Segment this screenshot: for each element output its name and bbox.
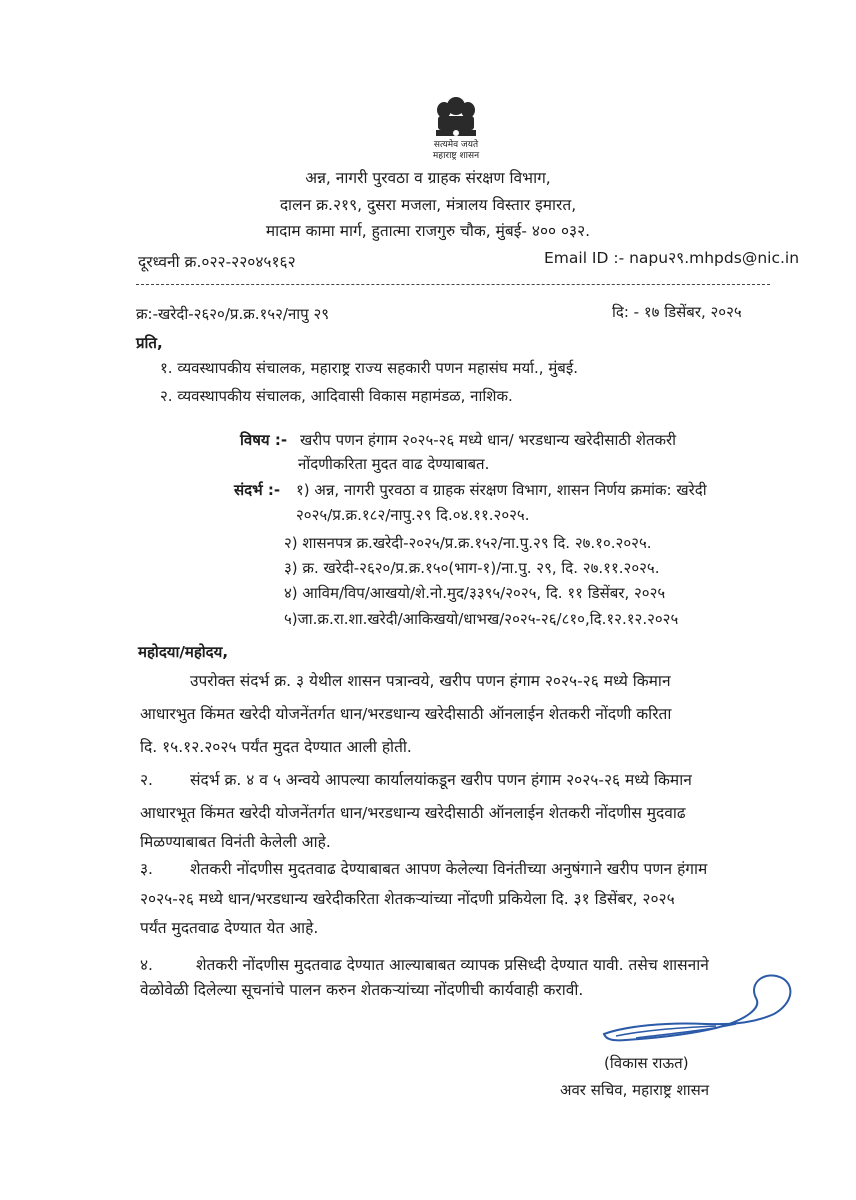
- department-name: अन्न, नागरी पुरवठा व ग्राहक संरक्षण विभाग,: [305, 169, 551, 187]
- salutation: महोदया/महोदय,: [138, 643, 229, 661]
- para-4-line-2: वेळोवेळी दिलेल्या सूचनांचे पालन करुन शेतकऱ्यांच्या नोंदणीची कार्यवाही करावी.: [140, 981, 584, 999]
- para-3-line-3: पर्यंत मुदतवाढ देण्यात येत आहे.: [140, 919, 319, 937]
- handwritten-signature: [596, 964, 796, 1054]
- para-2-number: २.: [140, 771, 153, 789]
- reference-4: ४) आविम/विप/आखयो/शे.नो.मुद/३३९५/२०२५, दि. ११ डिसेंबर, २०२५: [284, 584, 666, 602]
- to-label: प्रति,: [136, 334, 163, 352]
- signatory-name: (विकास राऊत): [604, 1054, 689, 1072]
- motto-text: सत्यमेव जयते: [433, 140, 479, 150]
- phone-number: दूरध्वनी क्र.०२२-२२०४५१६२: [138, 253, 296, 271]
- para-2-line-3: मिळण्याबाबत विनंती केलेली आहे.: [140, 833, 331, 851]
- email-id: Email ID :- napu२९.mhpds@nic.in: [544, 249, 800, 267]
- para-1-line-3: दि. १५.१२.२०२५ पर्यंत मुदत देण्यात आली होती.: [140, 738, 412, 756]
- reference-2: २) शासनपत्र क्र.खरेदी-२०२५/प्र.क्र.१५२/ना.पु.२९ दि. २७.१०.२०२५.: [284, 534, 652, 552]
- motto-state: महाराष्ट्र शासन: [432, 151, 480, 161]
- subject-line-1: खरीप पणन हंगाम २०२५-२६ मध्ये धान/ भरडधान्य खरेदीसाठी शेतकरी: [300, 431, 677, 449]
- para-3-line-2: २०२५-२६ मध्ये धान/भरडधान्य खरेदीकरिता शेतकऱ्यांच्या नोंदणी प्रकियेला दि. ३१ डिसेंबर, २०२५: [140, 890, 675, 908]
- subject-line-2: नोंदणीकरिता मुदत वाढ देण्याबाबत.: [298, 455, 490, 473]
- para-3-line-1: शेतकरी नोंदणीस मुदतवाढ देण्याबाबत आपण केलेल्या विनंतीच्या अनुषंगाने खरीप पणन हंगाम: [190, 860, 708, 878]
- reference-number: क्र:-खरेदी-२६२०/प्र.क्र.१५२/नापु २९: [136, 305, 330, 323]
- signatory-designation: अवर सचिव, महाराष्ट्र शासन: [560, 1081, 710, 1099]
- para-2-line-1: संदर्भ क्र. ४ व ५ अन्वये आपल्या कार्यालयांकडून खरीप पणन हंगाम २०२५-२६ मध्ये किमान: [190, 771, 692, 789]
- para-3-number: ३.: [140, 860, 153, 878]
- letter-date: दि: - १७ डिसेंबर, २०२५: [612, 303, 742, 321]
- recipient-1: १. व्यवस्थापकीय संचालक, महाराष्ट्र राज्य सहकारी पणन महासंघ मर्या., मुंबई.: [160, 359, 578, 377]
- para-1-line-1: उपरोक्त संदर्भ क्र. ३ येथील शासन पत्रान्वये, खरीप पणन हंगाम २०२५-२६ मध्ये किमान: [190, 672, 671, 690]
- emblem-motto: [418, 140, 494, 162]
- para-4-line-1: शेतकरी नोंदणीस मुदतवाढ देण्यात आल्याबाबत व्यापक प्रसिध्दी देण्यात यावी. तसेच शासनाने: [196, 956, 709, 974]
- para-4-number: ४.: [140, 956, 153, 974]
- address-line-1: दालन क्र.२१९, दुसरा मजला, मंत्रालय विस्तार इमारत,: [279, 196, 577, 214]
- divider: [136, 284, 770, 285]
- reference-3: ३) क्र. खरेदी-२६२०/प्र.क्र.१५०(भाग-१)/ना.पु. २९, दि. २७.११.२०२५.: [284, 559, 660, 577]
- subject-label: विषय :-: [240, 431, 288, 449]
- para-2-line-2: आधारभूत किंमत खरेदी योजनेंतर्गत धान/भरडधान्य खरेदीसाठी ऑनलाईन शेतकरी नोंदणीस मुदवाढ: [140, 804, 686, 822]
- reference-5: ५)जा.क्र.रा.शा.खरेदी/आकिखयो/धाभख/२०२५-२६/८१०,दि.१२.१२.२०२५: [284, 610, 679, 628]
- recipient-2: २. व्यवस्थापकीय संचालक, आदिवासी विकास महामंडळ, नाशिक.: [160, 387, 513, 405]
- references-label: संदर्भ :-: [234, 481, 281, 499]
- reference-1b: २०२५/प्र.क्र.१८२/नापु.२९ दि.०४.११.२०२५.: [296, 506, 530, 524]
- address-line-2: मादाम कामा मार्ग, हुतात्मा राजगुरु चौक, मुंबई- ४०० ०३२.: [265, 222, 591, 240]
- para-1-line-2: आधारभुत किंमत खरेदी योजनेंतर्गत धान/भरडधान्य खरेदीसाठी ऑनलाईन शेतकरी नोंदणी करिता: [140, 705, 672, 723]
- reference-1a: १) अन्न, नागरी पुरवठा व ग्राहक संरक्षण विभाग, शासन निर्णय क्रमांक: खरेदी: [296, 481, 707, 499]
